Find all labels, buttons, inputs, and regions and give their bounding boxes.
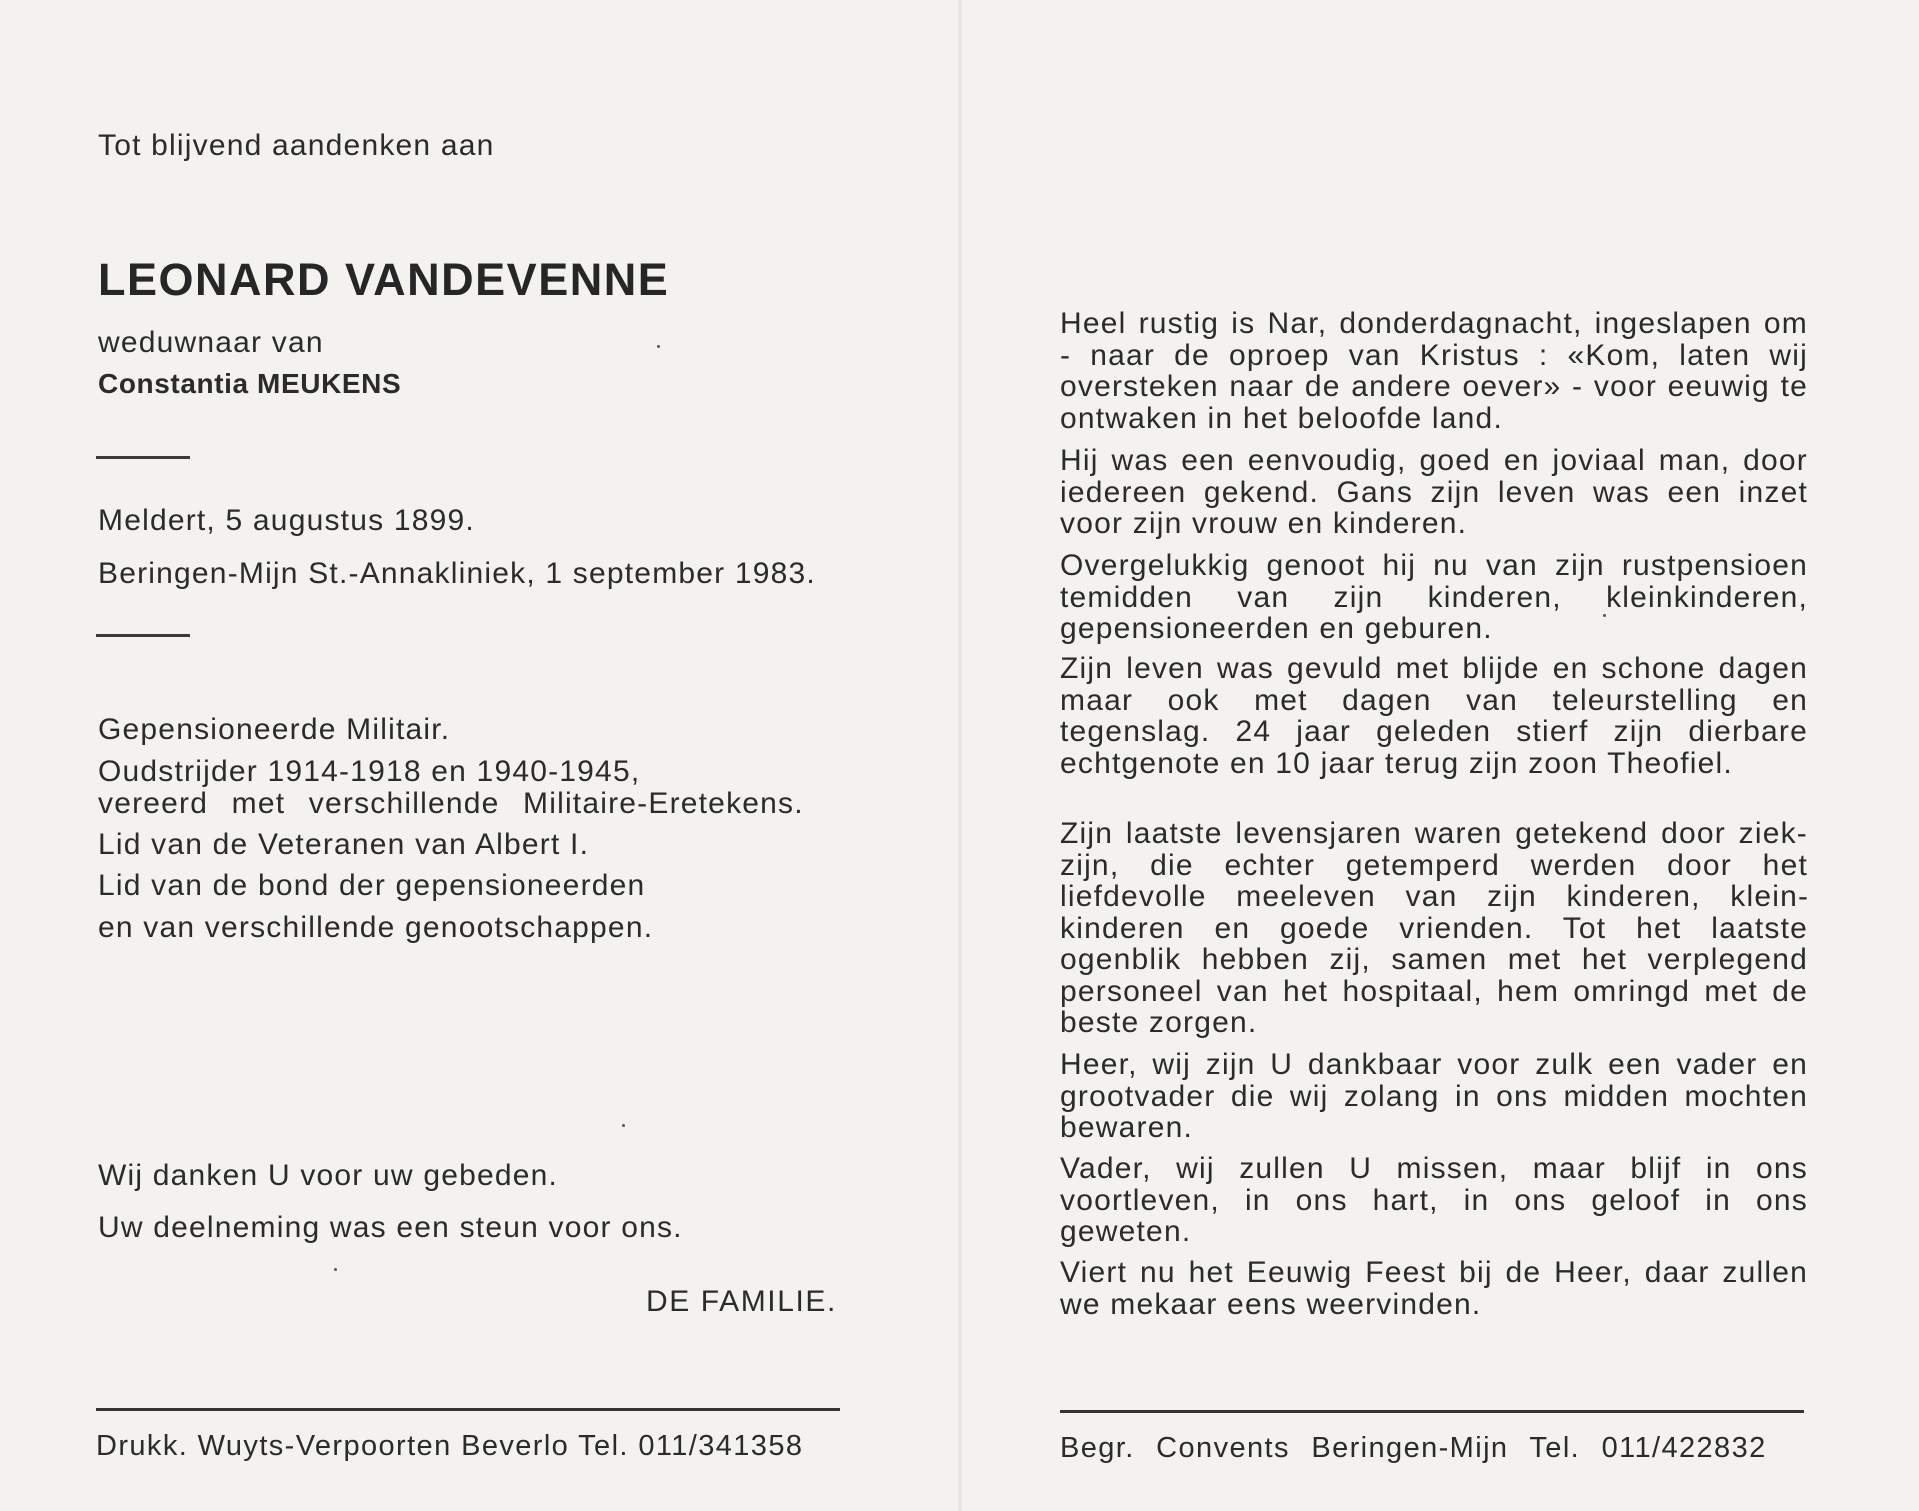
text-paragraph: Vader, wij zullen U missen, maar blijf in ons voortleven, in ons hart, in ons geloof in ons geweten. bbox=[1060, 1152, 1808, 1248]
printer-credit: Drukk. Wuyts-Verpoorten Beverlo Tel. 011/341358 bbox=[96, 1430, 804, 1462]
thanks-line-1: Wij danken U voor uw gebeden. bbox=[98, 1159, 559, 1192]
text-paragraph: Heel rustig is Nar, donderdagnacht, ingeslapen om - naar de oproep van Kristus : «Kom, laten wij oversteken naar de andere oever» - voor eeuwig te ontwaken in het beloofde land. bbox=[1060, 307, 1808, 435]
family-signature: DE FAMILIE. bbox=[646, 1285, 837, 1318]
text-paragraph: Zijn leven was gevuld met blijde en schone dagen maar ook met dagen van teleurstelling en tegenslag. 24 jaar geleden stierf zijn dierbare echtgenote en 10 jaar terug zijn zoon Theofiel. bbox=[1060, 652, 1808, 780]
divider-2 bbox=[96, 634, 190, 637]
text-paragraph: Hij was een eenvoudig, goed en joviaal man, door iedereen gekend. Gans zijn leven was een inzet voor zijn vrouw en kinderen. bbox=[1060, 444, 1808, 540]
print-speck bbox=[1603, 614, 1606, 617]
death-line: Beringen-Mijn St.-Annakliniek, 1 september 1983. bbox=[98, 557, 816, 590]
spouse-name: Constantia MEUKENS bbox=[98, 368, 402, 399]
text-paragraph: Viert nu het Eeuwig Feest bij de Heer, daar zullen we mekaar eens weervinden. bbox=[1060, 1256, 1808, 1321]
text-paragraph: Zijn laatste levensjaren waren getekend door ziek-zijn, die echter getemperd werden door het liefdevolle meeleven van zijn kinderen, kleinkinderen en goede vrienden. Tot het laatste ogenblik hebben zij, samen met het verplegend personeel van het hospitaal, hem omringd met de beste zorgen. bbox=[1060, 817, 1808, 1039]
right-footer-rule bbox=[1060, 1410, 1804, 1413]
divider-1 bbox=[96, 456, 190, 459]
print-speck bbox=[622, 1124, 625, 1127]
print-speck bbox=[657, 345, 660, 348]
deceased-name: LEONARD VANDEVENNE bbox=[98, 254, 670, 305]
card-fold bbox=[958, 0, 962, 1511]
left-panel bbox=[96, 0, 856, 1511]
bio-line: en van verschillende genootschappen. bbox=[98, 911, 654, 944]
bio-line: Oudstrijder 1914-1918 en 1940-1945, bbox=[98, 755, 641, 788]
thanks-line-2: Uw deelneming was een steun voor ons. bbox=[98, 1211, 683, 1244]
left-footer-rule bbox=[96, 1408, 840, 1411]
bio-line: Lid van de Veteranen van Albert I. bbox=[98, 828, 590, 861]
text-paragraph: Heer, wij zijn U dankbaar voor zulk een vader en grootvader die wij zolang in ons midden mochten bewaren. bbox=[1060, 1048, 1808, 1144]
print-speck bbox=[334, 1268, 337, 1271]
bio-line: Gepensioneerde Militair. bbox=[98, 713, 451, 746]
text-paragraph: Overgelukkig genoot hij nu van zijn rustpensioen temidden van zijn kinderen, kleinkinderen, gepensioneerden en geburen. bbox=[1060, 549, 1808, 645]
birth-line: Meldert, 5 augustus 1899. bbox=[98, 504, 475, 537]
bio-line: vereerd met verschillende Militaire-Eretekens. bbox=[98, 787, 804, 820]
right-panel bbox=[1060, 0, 1810, 1511]
bio-line: Lid van de bond der gepensioneerden bbox=[98, 869, 646, 902]
widower-label: weduwnaar van bbox=[98, 326, 324, 359]
undertaker-credit: Begr. Convents Beringen-Mijn Tel. 011/422832 bbox=[1060, 1432, 1767, 1464]
intro-text: Tot blijvend aandenken aan bbox=[98, 129, 495, 162]
